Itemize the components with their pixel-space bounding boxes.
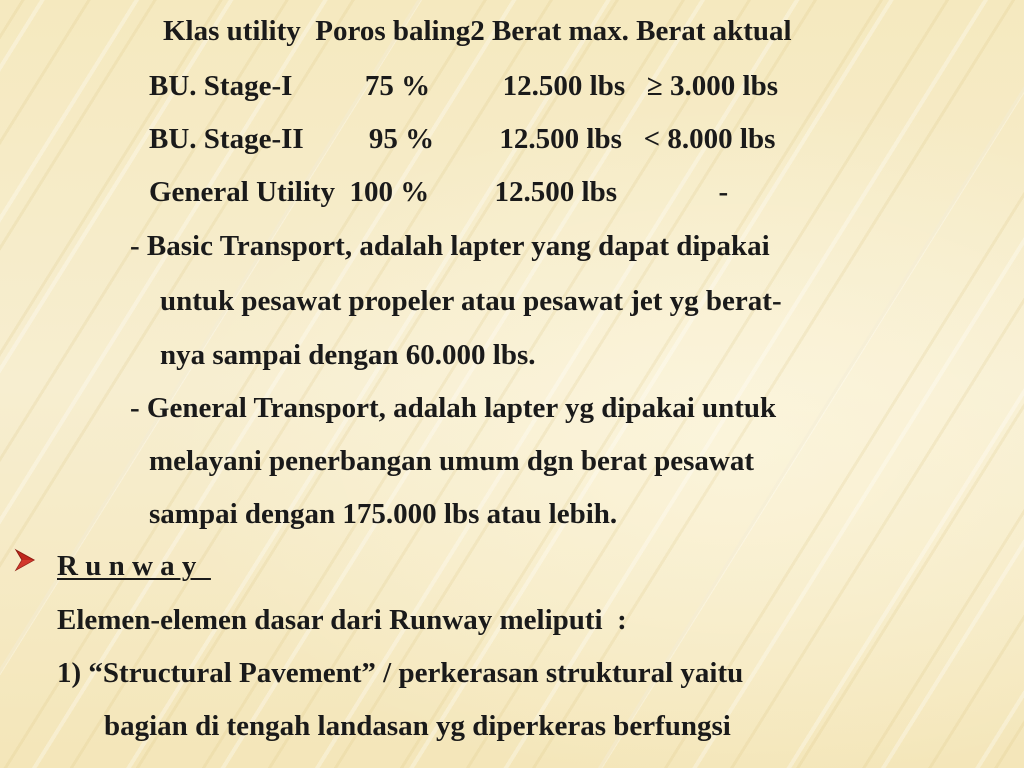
table-header: Klas utility Poros baling2 Berat max. Berat aktual [163,15,792,47]
runway-item-line: 1) “Structural Pavement” / perkerasan struktural yaitu [57,657,744,689]
general-transport-line: melayani penerbangan umum dgn berat pesawat [149,445,755,477]
basic-transport-line: untuk pesawat propeler atau pesawat jet yg berat- [160,285,782,317]
runway-item-line: bagian di tengah landasan yg diperkeras berfungsi [104,710,731,742]
basic-transport-line: - Basic Transport, adalah lapter yang dapat dipakai [130,230,770,262]
general-transport-line: sampai dengan 175.000 lbs atau lebih. [149,498,618,530]
runway-intro: Elemen-elemen dasar dari Runway meliputi : [57,604,627,636]
table-row: General Utility 100 % 12.500 lbs - [149,176,729,208]
arrow-bullet-icon [14,548,36,572]
table-row: BU. Stage-I 75 % 12.500 lbs ≥ 3.000 lbs [149,70,778,102]
general-transport-line: - General Transport, adalah lapter yg dipakai untuk [130,392,777,424]
runway-heading: R u n w a y [57,550,211,582]
basic-transport-line: nya sampai dengan 60.000 lbs. [160,339,536,371]
table-row: BU. Stage-II 95 % 12.500 lbs < 8.000 lbs [149,123,776,155]
